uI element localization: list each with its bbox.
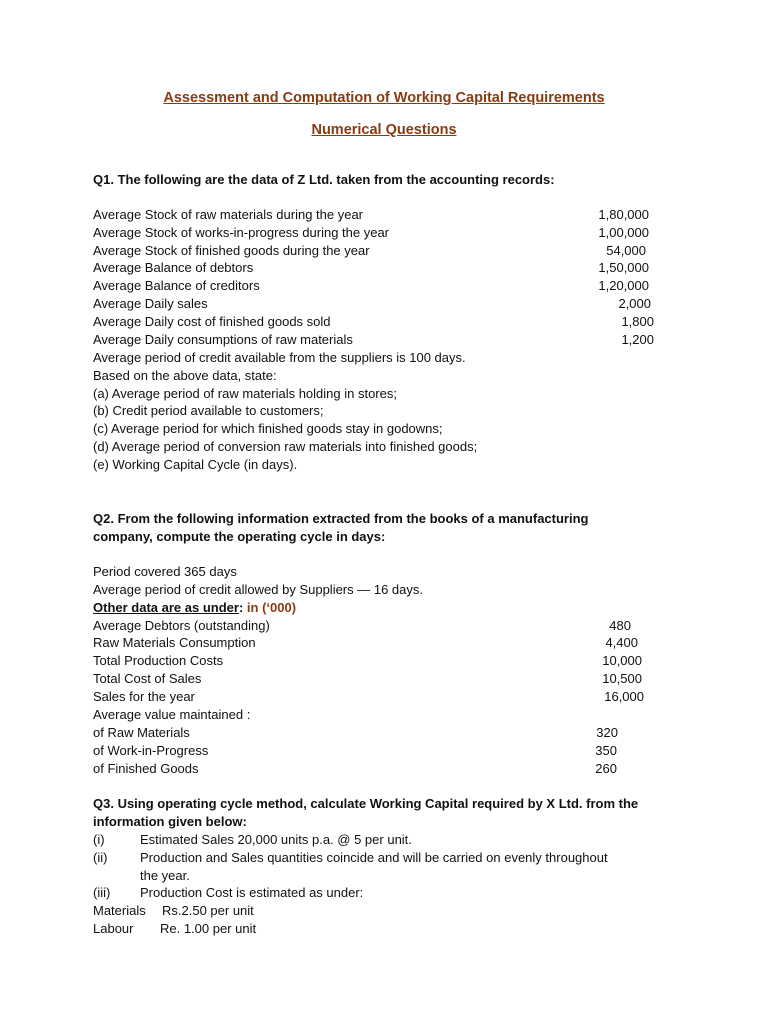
q3-cost-materials-label: Materials — [93, 903, 146, 918]
q1-text-line: Based on the above data, state: — [93, 368, 277, 383]
q3-item-text: the year. — [140, 868, 190, 883]
q1-row-label: Average Daily consumptions of raw materials — [93, 332, 353, 347]
q1-text-line: (d) Average period of conversion raw materials into finished goods; — [93, 439, 478, 454]
q1-text-line: (b) Credit period available to customers; — [93, 403, 324, 418]
q2-row-value: 320 — [596, 725, 618, 740]
q2-row-value: 260 — [595, 761, 617, 776]
unit-label: in (‘000) — [246, 600, 297, 615]
document-title: Assessment and Computation of Working Capital Requirements — [163, 90, 605, 106]
q1-text-line: (e) Working Capital Cycle (in days). — [93, 457, 298, 472]
q1-row-value: 1,800 — [621, 314, 654, 329]
q1-text-line: Average period of credit available from the suppliers is 100 days. — [93, 350, 466, 365]
q3-cost-materials-value: Rs.2.50 per unit — [162, 903, 254, 918]
q3-heading-line-2: information given below: — [93, 814, 247, 829]
q2-row-value: 480 — [609, 618, 631, 633]
other-data-label: Other data are as under — [93, 600, 239, 615]
q2-row-value: 10,500 — [602, 671, 642, 686]
q1-row-value: 2,000 — [618, 296, 651, 311]
q3-item-number: (i) — [93, 832, 105, 847]
q1-row-label: Average Stock of raw materials during the year — [93, 207, 364, 222]
q2-other-data-line — [93, 599, 296, 617]
q1-heading: Q1. The following are the data of Z Ltd. taken from the accounting records: — [93, 172, 555, 187]
q1-row-value: 1,80,000 — [598, 207, 649, 222]
q1-row-label: Average Daily cost of finished goods sold — [93, 314, 331, 329]
q2-row-label: Average Debtors (outstanding) — [93, 618, 270, 633]
q3-item-number: (iii) — [93, 885, 111, 900]
q2-period-line: Period covered 365 days — [93, 564, 237, 579]
document-subtitle: Numerical Questions — [311, 122, 457, 138]
q2-row-label: of Finished Goods — [93, 761, 199, 776]
q1-row-label: Average Balance of debtors — [93, 260, 254, 275]
q2-heading-line-2: company, compute the operating cycle in days: — [93, 529, 386, 544]
q1-row-label: Average Stock of works-in-progress during the year — [93, 225, 390, 240]
other-data-colon: : — [238, 600, 247, 615]
q2-row-value: 4,400 — [605, 635, 638, 650]
q1-row-value: 54,000 — [606, 243, 646, 258]
q2-row-label: Average value maintained : — [93, 707, 251, 722]
q2-row-value: 10,000 — [602, 653, 642, 668]
q1-row-value: 1,50,000 — [598, 260, 649, 275]
q2-row-label: Sales for the year — [93, 689, 195, 704]
q2-row-value: 16,000 — [604, 689, 644, 704]
q2-row-label: Total Production Costs — [93, 653, 224, 668]
q2-row-label: Raw Materials Consumption — [93, 635, 256, 650]
q1-text-line: (c) Average period for which finished goods stay in godowns; — [93, 421, 443, 436]
q3-item-text: Estimated Sales 20,000 units p.a. @ 5 per unit. — [140, 832, 412, 847]
q2-row-label: of Raw Materials — [93, 725, 190, 740]
q3-heading-line-1: Q3. Using operating cycle method, calculate Working Capital required by X Ltd. from the — [93, 796, 639, 811]
q2-row-label: of Work-in-Progress — [93, 743, 209, 758]
q3-cost-labour-value: Re. 1.00 per unit — [160, 921, 257, 936]
q1-row-label: Average Stock of finished goods during the year — [93, 243, 370, 258]
q1-row-label: Average Balance of creditors — [93, 278, 260, 293]
q2-credit-line: Average period of credit allowed by Suppliers — 16 days. — [93, 582, 424, 597]
q1-row-value: 1,200 — [621, 332, 654, 347]
q3-item-number: (ii) — [93, 850, 108, 865]
q3-item-text: Production and Sales quantities coincide and will be carried on evenly throughout — [140, 850, 608, 865]
q2-row-value: 350 — [595, 743, 617, 758]
q1-row-label: Average Daily sales — [93, 296, 208, 311]
q3-item-text: Production Cost is estimated as under: — [140, 885, 364, 900]
q1-row-value: 1,20,000 — [598, 278, 649, 293]
q3-cost-labour-label: Labour — [93, 921, 134, 936]
q2-heading-line-1: Q2. From the following information extracted from the books of a manufacturing — [93, 511, 589, 526]
q1-row-value: 1,00,000 — [598, 225, 649, 240]
q1-text-line: (a) Average period of raw materials holding in stores; — [93, 386, 397, 401]
q2-row-label: Total Cost of Sales — [93, 671, 202, 686]
